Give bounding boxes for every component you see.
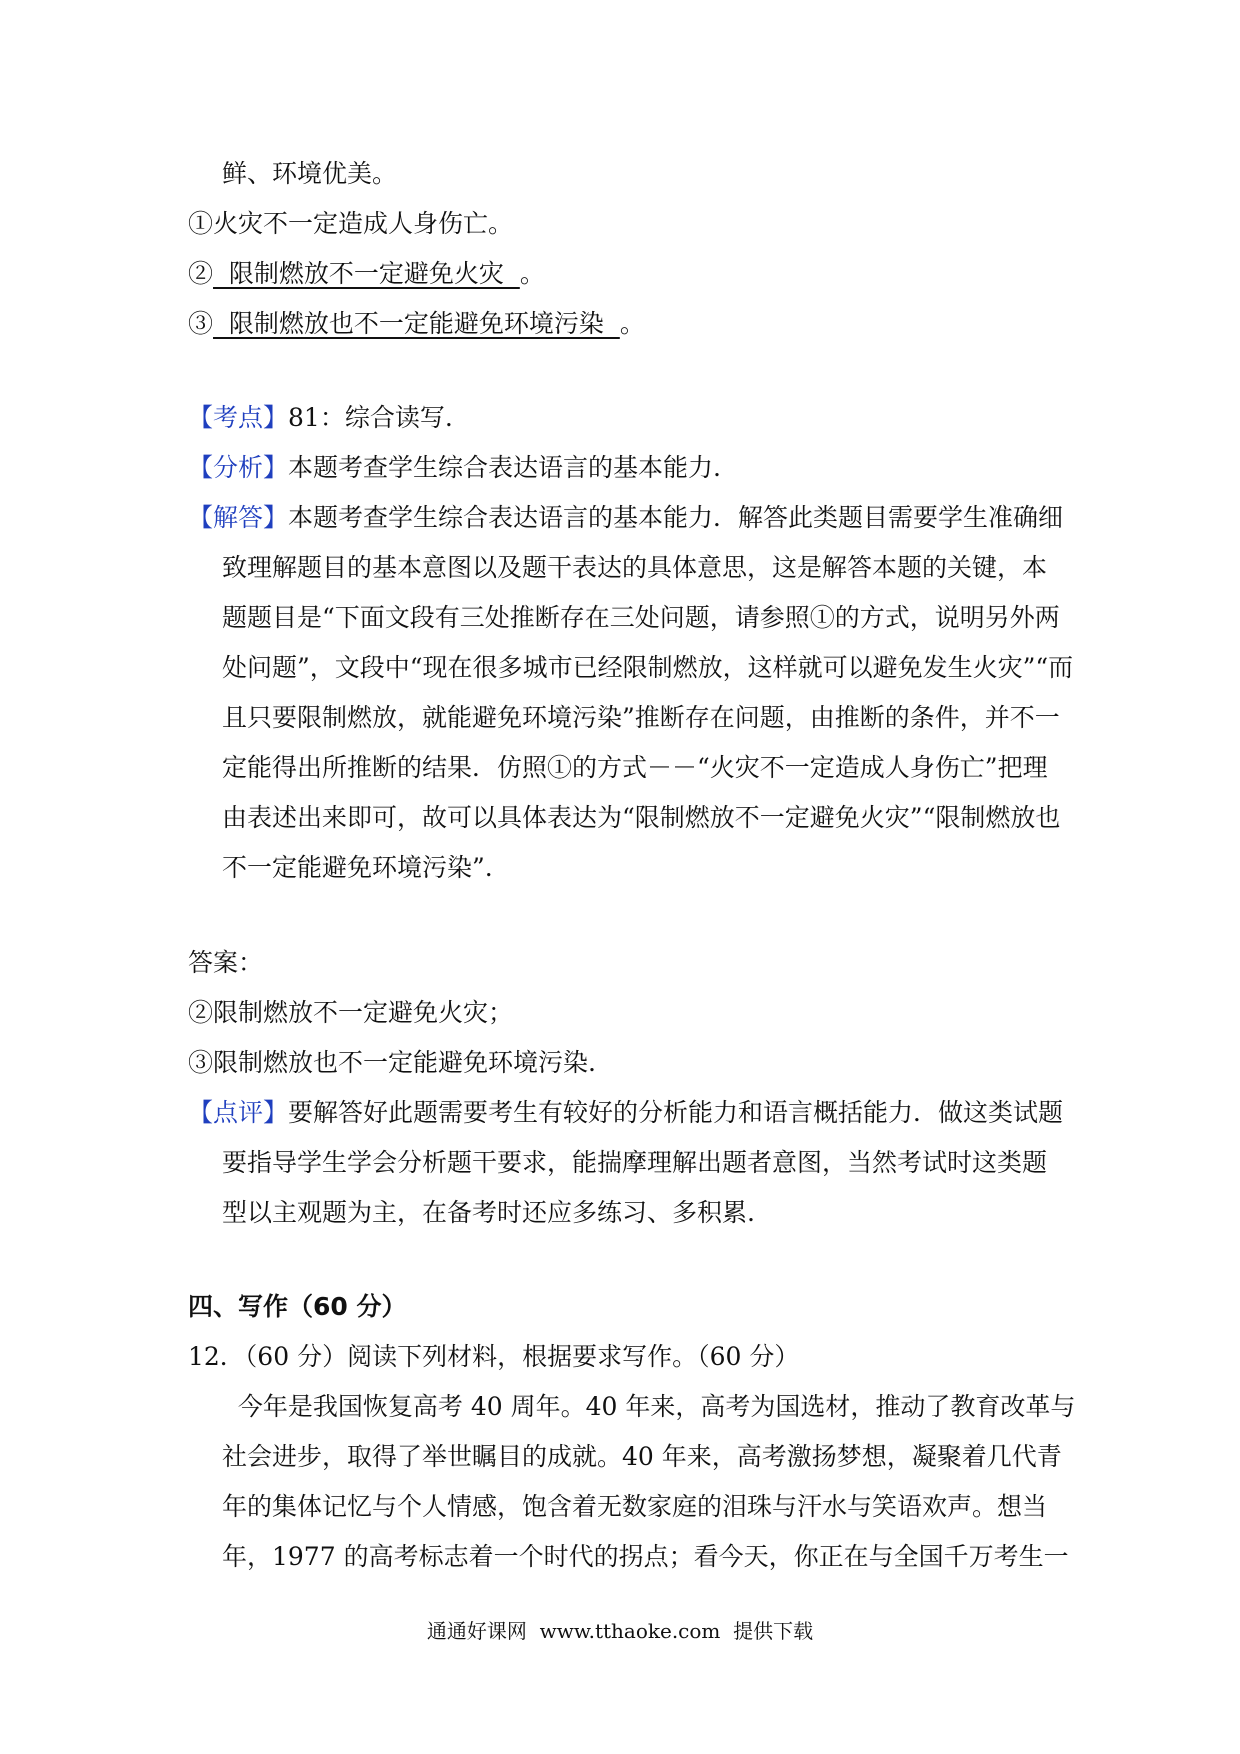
kaodian-text: 81：综合读写. bbox=[288, 403, 453, 432]
fenxi bbox=[188, 451, 721, 485]
jieda-line: 由表述出来即可，故可以具体表达为“限制燃放不一定避免火灾”“限制燃放也 bbox=[222, 803, 1061, 832]
page-footer: 通通好课网 www.tthaoke.com 提供下载 bbox=[426, 1619, 814, 1643]
item-2-end: 。 bbox=[519, 259, 545, 288]
jieda-line: 不一定能避免环境污染”. bbox=[222, 853, 493, 882]
item-3-end: 。 bbox=[619, 309, 645, 338]
item-2-answer: 限制燃放不一定避免火灾 bbox=[213, 259, 520, 288]
material-line: 年，1977 的高考标志着一个时代的拐点；看今天，你正在与全国千万考生一 bbox=[222, 1542, 1069, 1571]
item-3-answer: 限制燃放也不一定能避免环境污染 bbox=[213, 309, 620, 338]
jieda-line: 定能得出所推断的结果．仿照①的方式－－“火灾不一定造成人身伤亡”把理 bbox=[222, 753, 1048, 782]
material-line: 社会进步，取得了举世瞩目的成就。40 年来，高考激扬梦想，凝聚着几代青 bbox=[222, 1442, 1062, 1471]
jieda-line: 处问题”，文段中“现在很多城市已经限制燃放，这样就可以避免发生火灾”“而 bbox=[222, 653, 1074, 682]
fenxi-tag: 【分析】 bbox=[188, 453, 289, 482]
item-3-number: ③ bbox=[188, 309, 214, 338]
question-stem: 12．（60 分）阅读下列材料，根据要求写作。（60 分） bbox=[188, 1342, 800, 1371]
kaodian bbox=[188, 401, 453, 435]
dianping-first-line bbox=[188, 1096, 1063, 1130]
material-line: 今年是我国恢复高考 40 周年。40 年来，高考为国选材，推动了教育改革与 bbox=[222, 1392, 1076, 1421]
jieda-text: 本题考查学生综合表达语言的基本能力．解答此类题目需要学生准确细 bbox=[288, 503, 1064, 532]
text-line: 鲜、环境优美。 bbox=[222, 159, 398, 188]
dianping-text: 要解答好此题需要考生有较好的分析能力和语言概括能力．做这类试题 bbox=[288, 1098, 1064, 1127]
jieda-line: 题题目是“下面文段有三处推断存在三处问题，请参照①的方式，说明另外两 bbox=[222, 603, 1060, 632]
jieda-first-line bbox=[188, 501, 1063, 535]
item-3 bbox=[188, 307, 645, 341]
jieda-tag: 【解答】 bbox=[188, 503, 289, 532]
item-2 bbox=[188, 257, 545, 291]
fenxi-text: 本题考查学生综合表达语言的基本能力. bbox=[288, 453, 721, 482]
dianping-line: 要指导学生学会分析题干要求，能揣摩理解出题者意图，当然考试时这类题 bbox=[222, 1148, 1048, 1177]
item-1: ①火灾不一定造成人身伤亡。 bbox=[188, 209, 514, 238]
item-2-number: ② bbox=[188, 259, 214, 288]
answer-item-2: ②限制燃放不一定避免火灾； bbox=[188, 998, 514, 1027]
answer-item-3: ③限制燃放也不一定能避免环境污染. bbox=[188, 1048, 596, 1077]
kaodian-tag: 【考点】 bbox=[188, 403, 289, 432]
dianping-line: 型以主观题为主，在备考时还应多练习、多积累. bbox=[222, 1198, 755, 1227]
jieda-line: 且只要限制燃放，就能避免环境污染”推断存在问题，由推断的条件，并不一 bbox=[222, 703, 1060, 732]
dianping-tag: 【点评】 bbox=[188, 1098, 289, 1127]
jieda-line: 致理解题目的基本意图以及题干表达的具体意思，这是解答本题的关键，本 bbox=[222, 553, 1048, 582]
material-line: 年的集体记忆与个人情感，饱含着无数家庭的泪珠与汗水与笑语欢声。想当 bbox=[222, 1492, 1048, 1521]
section-heading: 四、写作（60 分） bbox=[188, 1292, 407, 1321]
answer-label: 答案： bbox=[188, 948, 264, 977]
